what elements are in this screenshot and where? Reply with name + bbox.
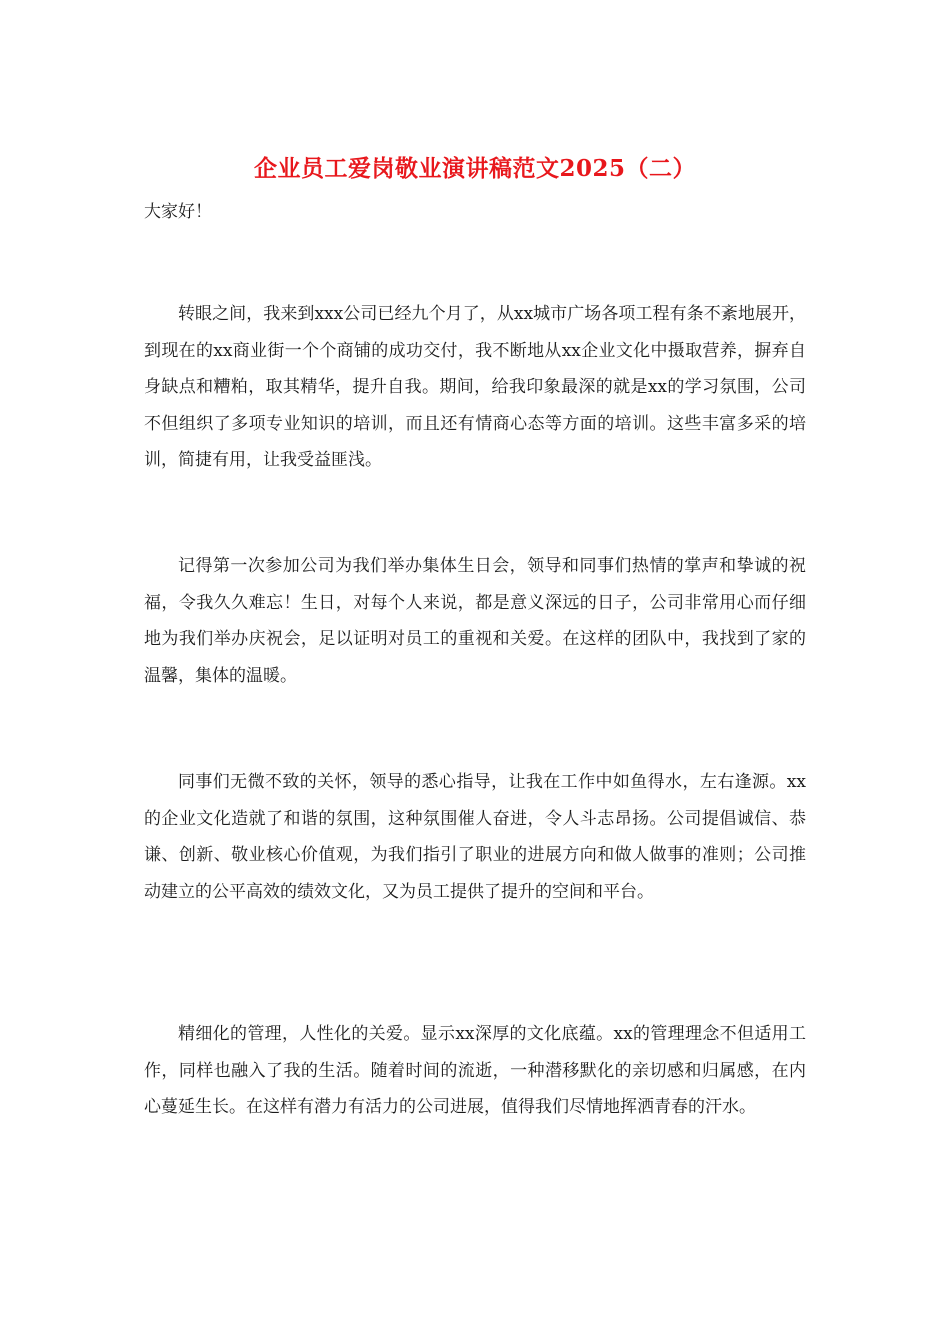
body-paragraph-4: 精细化的管理，人性化的关爱。显示xx深厚的文化底蕴。xx的管理理念不但适用工作，同样也融入了我的生活。随着时间的流逝，一种潜移默化的亲切感和归属感，在内心蔓延生长。在这样有潜力有活力的公司进展，值得我们尽情地挥洒青春的汗水。 [144,1024,806,1117]
document-title: 企业员工爱岗敬业演讲稿范文2025（二） [253,155,696,182]
body-paragraph-1: 转眼之间，我来到xxx公司已经九个月了，从xx城市广场各项工程有条不紊地展开，到现在的xx商业街一个个商铺的成功交付，我不断地从xx企业文化中摄取营养，摒弃自身缺点和糟粕，取其精华，提升自我。期间，给我印象最深的就是xx的学习氛围，公司不但组织了多项专业知识的培训，而且还有情商心态等方面的培训。这些丰富多采的培训，简捷有用，让我受益匪浅。 [144,304,806,470]
greeting-text: 大家好！ [144,202,212,222]
body-paragraph-2: 记得第一次参加公司为我们举办集体生日会，领导和同事们热情的掌声和挚诚的祝福，令我久久难忘！生日，对每个人来说，都是意义深远的日子，公司非常用心而仔细地为我们举办庆祝会，足以证明对员工的重视和关爱。在这样的团队中，我找到了家的温馨，集体的温暖。 [144,556,806,686]
body-paragraph-3: 同事们无微不致的关怀，领导的悉心指导，让我在工作中如鱼得水，左右逢源。xx的企业文化造就了和谐的氛围，这种氛围催人奋进，令人斗志昂扬。公司提倡诚信、恭谦、创新、敬业核心价值观，为我们指引了职业的进展方向和做人做事的准则；公司推动建立的公平高效的绩效文化，又为员工提供了提升的空间和平台。 [144,772,806,902]
